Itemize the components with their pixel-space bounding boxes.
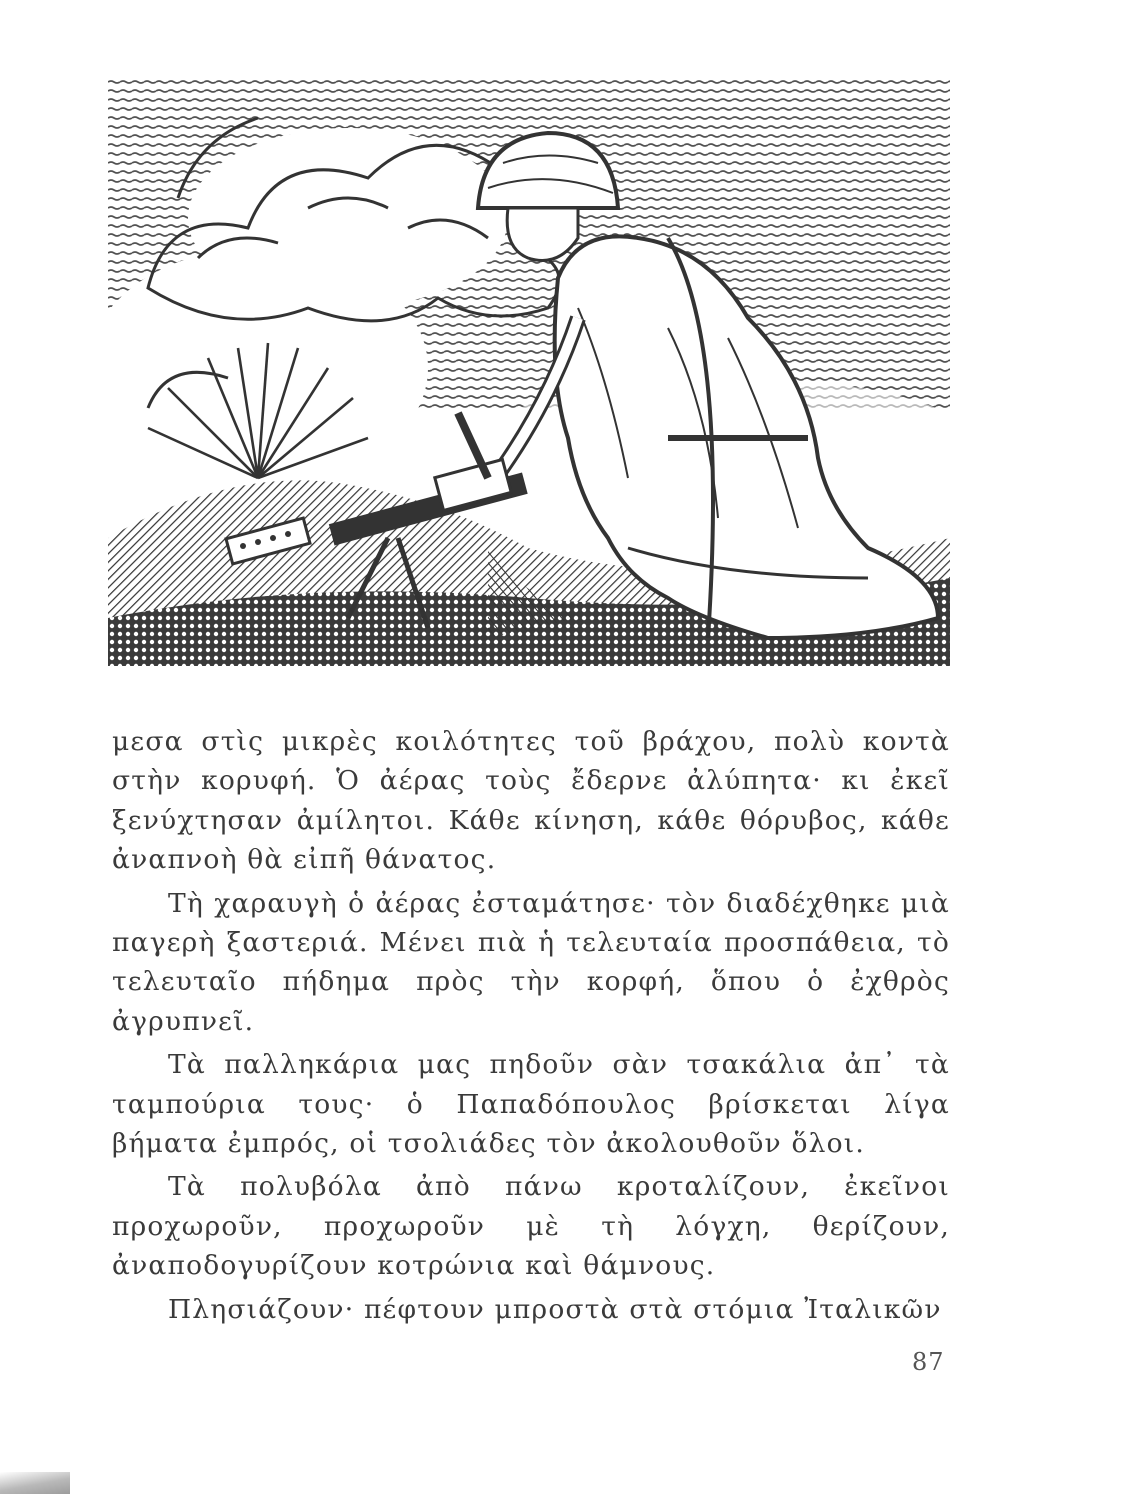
page-number: 87	[912, 1348, 945, 1376]
paragraph-4: Τὰ πολυβόλα ἀπὸ πάνω κροταλίζουν, ἐκεῖνοι προχωροῦν, προχωροῦν μὲ τὴ λόγχη, θερίζουν, ἀναποδογυρίζουν κοτρώνια καὶ θάμνους.	[112, 1171, 950, 1282]
paragraph-5: Πλησιάζουν· πέφτουν μπροστὰ στὰ στόμια Ἰταλικῶν	[168, 1293, 942, 1325]
scan-edge-shadow	[0, 1472, 70, 1494]
body-text	[112, 722, 950, 1333]
soldier-machine-gun-icon	[108, 78, 950, 666]
woodcut-illustration	[108, 78, 950, 666]
paragraph-2: Τὴ χαραυγὴ ὁ ἀέρας ἐσταμάτησε· τὸν διαδέχθηκε μιὰ παγερὴ ξαστεριά. Μένει πιὰ ἡ τελευταία προσπάθεια, τὸ τελευταῖο πήδημα πρὸς τὴν κορφή, ὅπου ὁ ἐχθρὸς ἀγρυπνεῖ.	[112, 887, 950, 1037]
paragraph-1: μεσα στὶς μικρὲς κοιλότητες τοῦ βράχου, πολὺ κοντὰ στὴν κορυφή. Ὁ ἀέρας τοὺς ἔδερνε ἀλύπητα· κι ἐκεῖ ξενύχτησαν ἀμίλητοι. Κάθε κίνηση, κάθε θόρυβος, κάθε ἀναπνοὴ θὰ εἰπῆ θάνατος.	[112, 726, 950, 876]
paragraph-3: Τὰ παλληκάρια μας πηδοῦν σὰν τσακάλια ἀπ᾽ τὰ ταμπούρια τους· ὁ Παπαδόπουλος βρίσκεται λίγα βήματα ἐμπρός, οἱ τσολιάδες τὸν ἀκολουθοῦν ὅλοι.	[112, 1049, 950, 1160]
